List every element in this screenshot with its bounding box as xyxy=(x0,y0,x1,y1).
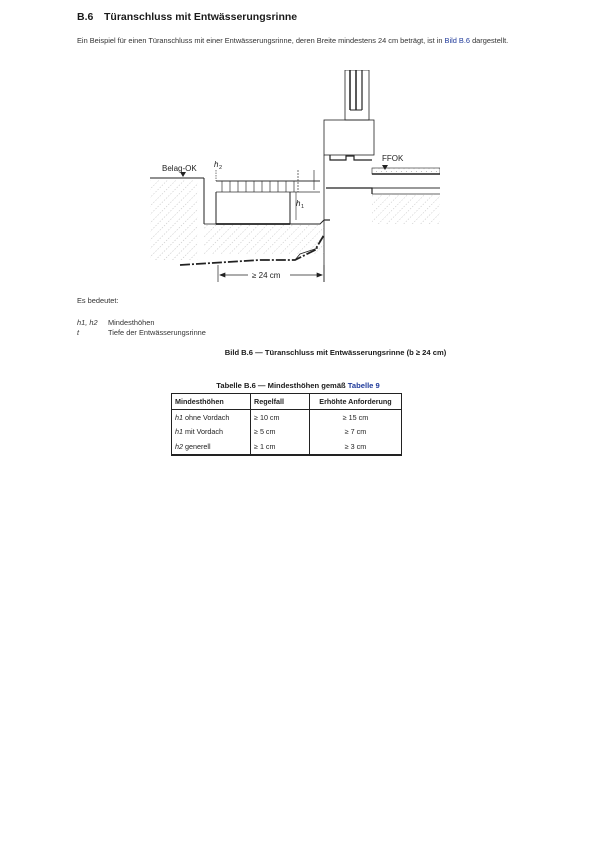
table-title-text: Mindesthöhen gemäß xyxy=(267,381,348,390)
table-cell: h1 mit Vordach xyxy=(172,425,251,440)
h1-label: h xyxy=(296,199,301,208)
h2-indicator xyxy=(214,160,222,181)
door-frame xyxy=(324,70,374,282)
legend-title: Es bedeutet: xyxy=(77,296,119,305)
table-header: Regelfall xyxy=(251,394,310,410)
legend-symbol: h1, h2 xyxy=(77,318,98,327)
intro-text-before: Ein Beispiel für einen Türanschluss mit einer Entwässerungsrinne, deren Breite mindestens 24 cm beträgt, ist in xyxy=(77,36,445,45)
h2-subscript: 2 xyxy=(219,165,223,171)
caption-label: Bild B.6 — xyxy=(224,348,263,357)
h1-subscript: 1 xyxy=(301,204,305,210)
legend-item xyxy=(77,328,206,338)
legend-item xyxy=(77,318,206,328)
drain-grating xyxy=(216,170,320,192)
h1-indicator xyxy=(296,192,304,220)
table-cell: ≥ 1 cm xyxy=(251,439,310,455)
legend-symbol: t xyxy=(77,327,80,337)
table-header-row xyxy=(172,394,402,410)
table-cell: ≥ 3 cm xyxy=(310,439,402,455)
inner-floor xyxy=(326,165,440,224)
figure-link[interactable]: Bild B.6 xyxy=(444,36,471,45)
door-drain-figure xyxy=(150,70,440,292)
table-cell: ≥ 10 cm xyxy=(251,410,310,425)
width-label: ≥ 24 cm xyxy=(252,271,281,280)
section-number: B.6 xyxy=(77,11,94,23)
table-header: Mindesthöhen xyxy=(172,394,251,410)
table-cell: h2 generell xyxy=(172,439,251,455)
table-cell: ≥ 7 cm xyxy=(310,425,402,440)
caption-text: Türanschluss mit Entwässerungsrinne (b ≥ 24 cm) xyxy=(264,348,447,357)
table-header: Erhöhte Anforderung xyxy=(310,394,402,410)
section-heading xyxy=(77,11,297,23)
intro-paragraph xyxy=(77,36,517,46)
ffok-label: FFOK xyxy=(382,154,404,163)
table-row xyxy=(172,410,402,425)
table-title xyxy=(0,381,596,390)
table-row xyxy=(172,425,402,440)
figure-caption xyxy=(0,348,596,357)
table-cell: ≥ 5 cm xyxy=(251,425,310,440)
width-dimension xyxy=(218,265,324,282)
section-title: Türanschluss mit Entwässerungsrinne xyxy=(104,11,298,23)
table-title-label: Tabelle B.6 — xyxy=(216,381,266,390)
legend xyxy=(77,318,206,337)
belag-ok-label: Belag-OK xyxy=(162,164,197,173)
table-row xyxy=(172,439,402,455)
drain-channel xyxy=(204,192,324,254)
table-link[interactable]: Tabelle 9 xyxy=(347,381,380,390)
legend-text: Tiefe der Entwässerungsrinne xyxy=(108,327,206,337)
table-cell: h1 ohne Vordach xyxy=(172,410,251,425)
legend-text: Mindesthöhen xyxy=(108,318,155,327)
requirements-table xyxy=(171,393,402,456)
intro-text-after: dargestellt. xyxy=(470,36,509,45)
outer-paving xyxy=(150,172,204,260)
h2-label: h xyxy=(214,160,219,169)
table-cell: ≥ 15 cm xyxy=(310,410,402,425)
